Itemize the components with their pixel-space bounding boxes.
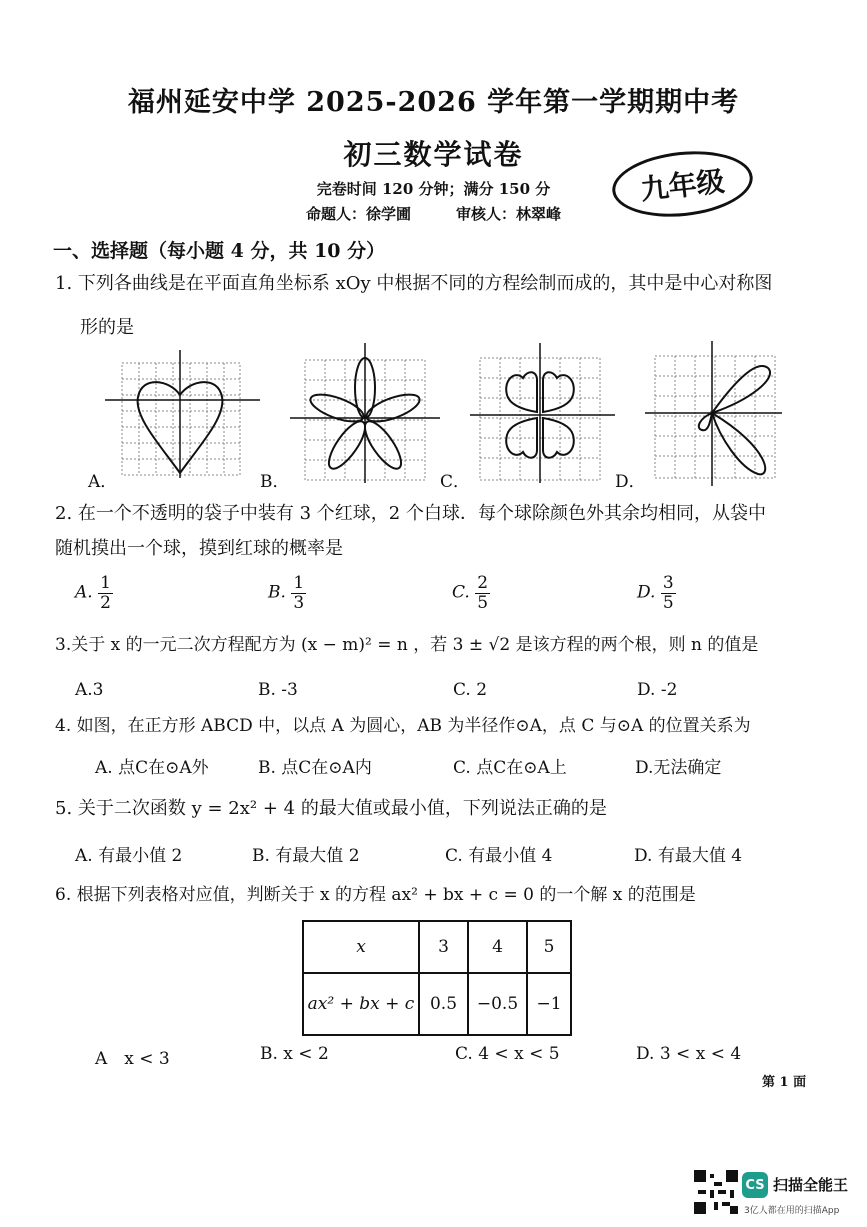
scanner-tagline: 3亿人都在用的扫描App <box>744 1206 840 1216</box>
table-row <box>303 921 571 973</box>
table-cell: x <box>303 921 419 973</box>
q2-option-b-num: 1 <box>293 573 305 593</box>
page-number: 第 1 面 <box>762 1075 807 1090</box>
q2-option-c <box>452 574 490 612</box>
q2-option-a-den: 2 <box>100 592 111 613</box>
q2-option-a-label: A. <box>75 582 93 603</box>
q5-option-c: C. 有最小值 4 <box>445 846 553 866</box>
q4-option-d: D.无法确定 <box>635 758 722 778</box>
q3-option-d: D. -2 <box>637 680 678 700</box>
table-cell: −1 <box>527 973 571 1035</box>
q1-graph-d <box>640 338 785 488</box>
q2-option-b-den: 3 <box>293 592 305 613</box>
q6-option-d: D. 3 < x < 4 <box>636 1044 742 1064</box>
q5-option-d: D. 有最大值 4 <box>634 846 743 866</box>
q2-option-a <box>75 574 113 612</box>
grade-stamp: 九年级 <box>609 145 756 223</box>
q1-stem-line2: 形的是 <box>80 317 134 338</box>
q1-graph-b <box>285 340 445 485</box>
q1-stem-line1: 1. 下列各曲线是在平面直角坐标系 xOy 中根据不同的方程绘制而成的，其中是中心对称图 <box>55 273 773 294</box>
q2-stem-line1: 2. 在一个不透明的袋子中装有 3 个红球，2 个白球．每个球除颜色外其余均相同，从袋中 <box>55 503 766 524</box>
q1-label-b: B． <box>260 472 290 492</box>
q3-option-b: B. -3 <box>258 680 298 700</box>
q2-option-a-fraction <box>98 574 113 612</box>
q4-option-a: A. 点C在⊙A外 <box>95 758 209 778</box>
q6-option-c: C. 4 < x < 5 <box>455 1044 560 1064</box>
q2-option-d-label: D. <box>637 582 656 603</box>
q4-option-c: C. 点C在⊙A上 <box>453 758 567 778</box>
section-title: 一、选择题（每小题 4 分，共 10 分） <box>53 240 386 262</box>
q5-option-a: A. 有最小值 2 <box>75 846 183 866</box>
table-cell: −0.5 <box>468 973 527 1035</box>
q2-option-b <box>268 574 306 612</box>
q2-option-b-fraction <box>291 574 306 612</box>
q2-option-c-num: 2 <box>477 573 489 593</box>
table-cell: ax² + bx + c <box>303 973 419 1035</box>
q1-label-a: A． <box>88 472 118 492</box>
scanner-app-name: 扫描全能王 <box>773 1176 849 1194</box>
q3-stem: 3.关于 x 的一元二次方程配方为 (x − m)² = n ，若 3 ± √2 是该方程的两个根，则 n 的值是 <box>55 635 759 655</box>
time-score: 完卷时间 120 分钟；满分 150 分 <box>316 180 551 198</box>
q1-graph-c <box>465 340 620 485</box>
q5-stem: 5. 关于二次函数 y = 2x² + 4 的最大值或最小值，下列说法正确的是 <box>55 798 607 819</box>
q3-option-c: C. 2 <box>453 680 488 700</box>
q2-option-d-fraction <box>661 574 676 612</box>
q1-graph-a <box>100 345 270 480</box>
q6-option-b: B. x < 2 <box>260 1044 329 1064</box>
camscanner-logo: CS <box>742 1172 768 1198</box>
q5-option-b: B. 有最大值 2 <box>252 846 360 866</box>
q3-option-a: A.3 <box>75 680 104 700</box>
authors: 命题人：徐学圃 审核人：林翠峰 <box>305 205 561 223</box>
q4-option-b: B. 点C在⊙A内 <box>258 758 372 778</box>
q2-option-d-den: 5 <box>662 592 674 613</box>
q2-option-a-num: 1 <box>100 573 111 593</box>
qr-code-icon <box>694 1170 738 1214</box>
table-cell: 0.5 <box>419 973 468 1035</box>
q2-option-c-fraction <box>475 574 490 612</box>
q2-option-d-num: 3 <box>662 573 674 593</box>
exam-subtitle: 初三数学试卷 <box>343 138 524 171</box>
q2-option-c-den: 5 <box>477 592 489 613</box>
q1-label-d: D． <box>615 472 646 492</box>
table-cell: 3 <box>419 921 468 973</box>
q2-option-b-label: B. <box>268 582 286 603</box>
q6-stem: 6. 根据下列表格对应值，判断关于 x 的方程 ax² + bx + c = 0 的一个解 x 的范围是 <box>55 885 696 905</box>
q2-stem-line2: 随机摸出一个球，摸到红球的概率是 <box>55 538 343 559</box>
table-cell: 4 <box>468 921 527 973</box>
q2-option-d <box>637 574 676 612</box>
q6-value-table <box>302 920 572 1036</box>
table-cell: 5 <box>527 921 571 973</box>
q6-option-a: A x < 3 <box>95 1049 170 1069</box>
exam-title: 福州延安中学 2025-2026 学年第一学期期中考 <box>127 87 740 118</box>
table-row <box>303 973 571 1035</box>
q2-option-c-label: C. <box>452 582 470 603</box>
q4-stem: 4. 如图，在正方形 ABCD 中，以点 A 为圆心，AB 为半径作⊙A，点 C 与⊙A 的位置关系为 <box>55 716 751 736</box>
q1-label-c: C． <box>440 472 471 492</box>
